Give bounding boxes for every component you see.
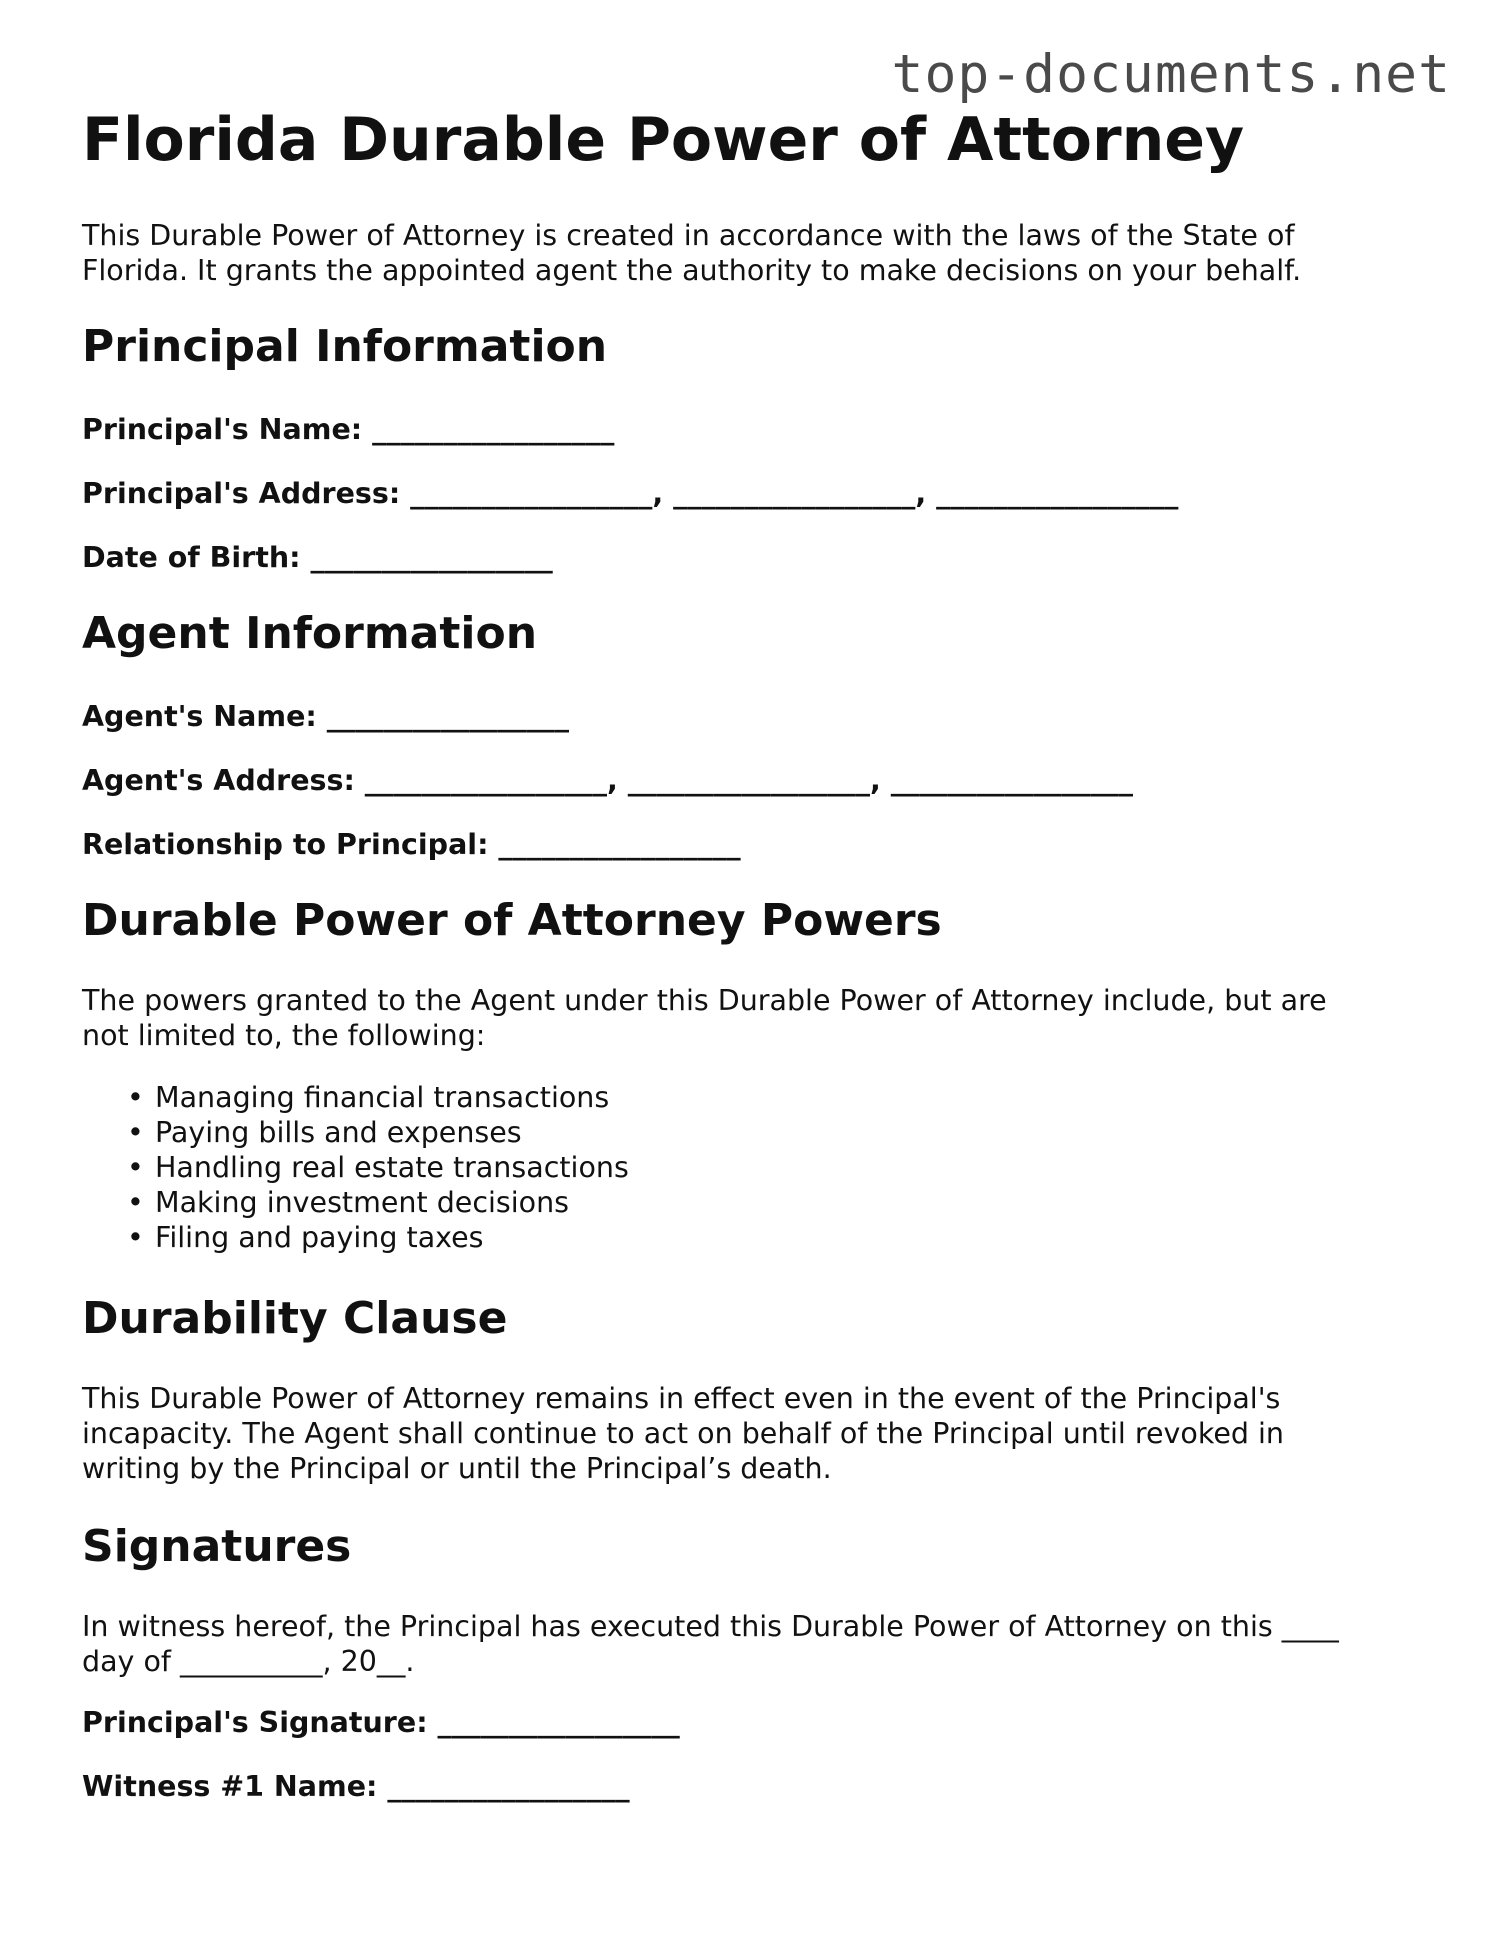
document-title: Florida Durable Power of Attorney bbox=[82, 105, 1245, 175]
powers-intro: The powers granted to the Agent under this Durable Power of Attorney include, but are not limited to, the following: bbox=[82, 984, 1327, 1052]
principal-name-field[interactable]: Principal's Name: _________________ bbox=[82, 413, 615, 446]
principal-heading: Principal Information bbox=[82, 321, 608, 372]
relationship-field[interactable]: Relationship to Principal: _________________ bbox=[82, 828, 741, 861]
agent-name-field[interactable]: Agent's Name: _________________ bbox=[82, 700, 569, 733]
list-item: • Handling real estate transactions bbox=[155, 1150, 629, 1185]
principal-address-field[interactable]: Principal's Address: _________________, _________________, _________________ bbox=[82, 477, 1179, 510]
list-item: • Filing and paying taxes bbox=[155, 1220, 629, 1255]
powers-list bbox=[82, 1080, 629, 1255]
witness1-name-field[interactable]: Witness #1 Name: _________________ bbox=[82, 1770, 630, 1803]
powers-heading: Durable Power of Attorney Powers bbox=[82, 895, 942, 946]
signatures-heading: Signatures bbox=[82, 1521, 352, 1572]
durability-paragraph: This Durable Power of Attorney remains in effect even in the event of the Principal's incapacity. The Agent shall continue to act on behalf of the Principal until revoked in writing by the Principal or until the Principal’s death. bbox=[82, 1382, 1284, 1485]
witness-paragraph: In witness hereof, the Principal has executed this Durable Power of Attorney on this ____ day of __________, 20__. bbox=[82, 1610, 1339, 1678]
date-of-birth-field[interactable]: Date of Birth: _________________ bbox=[82, 541, 553, 574]
watermark: top-documents.net bbox=[891, 44, 1451, 105]
principal-signature-field[interactable]: Principal's Signature: _________________ bbox=[82, 1706, 680, 1739]
list-item: • Making investment decisions bbox=[155, 1185, 629, 1220]
agent-address-field[interactable]: Agent's Address: _________________, _________________, _________________ bbox=[82, 764, 1134, 797]
agent-heading: Agent Information bbox=[82, 608, 538, 659]
list-item: • Paying bills and expenses bbox=[155, 1115, 629, 1150]
list-item: • Managing financial transactions bbox=[155, 1080, 629, 1115]
intro-paragraph: This Durable Power of Attorney is created in accordance with the laws of the State of Florida. It grants the appointed agent the authority to make decisions on your behalf. bbox=[82, 219, 1302, 287]
durability-heading: Durability Clause bbox=[82, 1293, 508, 1344]
